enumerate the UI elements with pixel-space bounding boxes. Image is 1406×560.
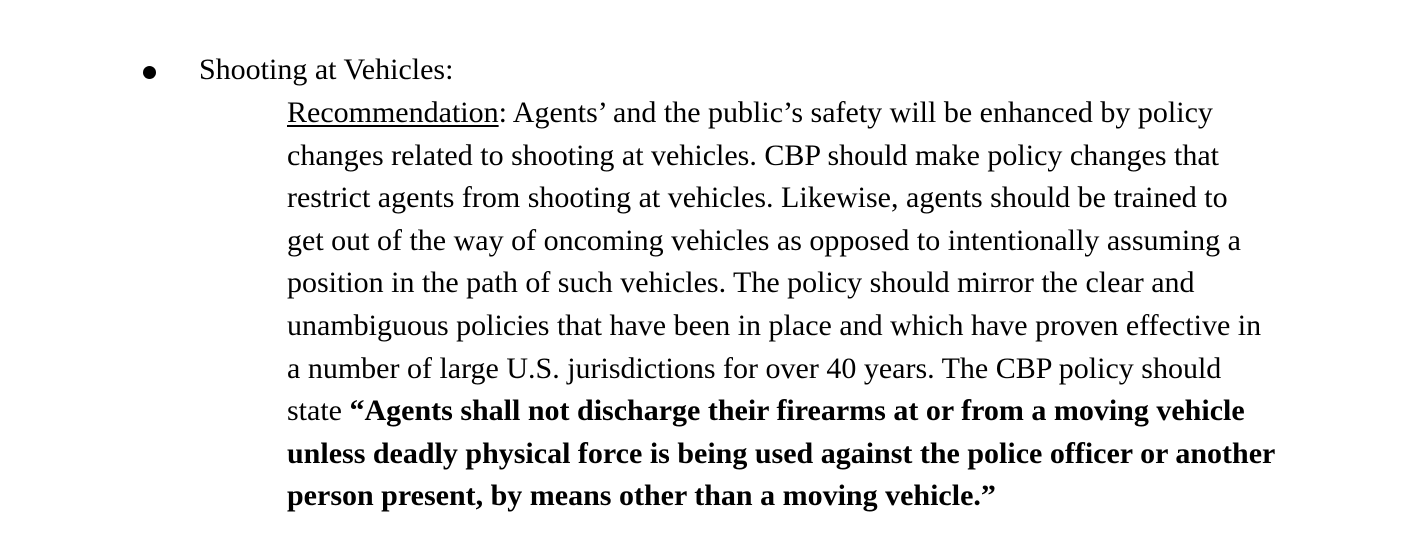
paragraph-line: position in the path of such vehicles. The policy should mirror the clear and xyxy=(287,266,1195,300)
line-text: : Agents’ and the public’s safety will be enhanced by policy xyxy=(498,96,1213,129)
list-bullet xyxy=(143,66,156,79)
paragraph-line: a number of large U.S. jurisdictions for over 40 years. The CBP policy should xyxy=(287,351,1222,385)
paragraph-line xyxy=(287,390,1357,433)
paragraph-line: unambiguous policies that have been in place and which have proven effective in xyxy=(287,308,1262,342)
policy-quote-bold: unless deadly physical force is being used against the police officer or another xyxy=(287,436,1276,470)
policy-quote-bold: “Agents shall not discharge their firearms at or from a moving vehicle xyxy=(349,394,1245,428)
paragraph-line: get out of the way of oncoming vehicles as opposed to intentionally assuming a xyxy=(287,223,1241,257)
paragraph-line: changes related to shooting at vehicles. CBP should make policy changes that xyxy=(287,138,1220,172)
recommendation-paragraph xyxy=(287,92,1357,518)
policy-quote-bold: person present, by means other than a moving vehicle.” xyxy=(287,479,996,513)
recommendation-label: Recommendation xyxy=(287,96,499,129)
paragraph-line xyxy=(287,92,1357,135)
paragraph-line: restrict agents from shooting at vehicles. Likewise, agents should be trained to xyxy=(287,181,1228,215)
line-text: state xyxy=(287,394,350,428)
list-item-heading: Shooting at Vehicles: xyxy=(199,53,454,86)
